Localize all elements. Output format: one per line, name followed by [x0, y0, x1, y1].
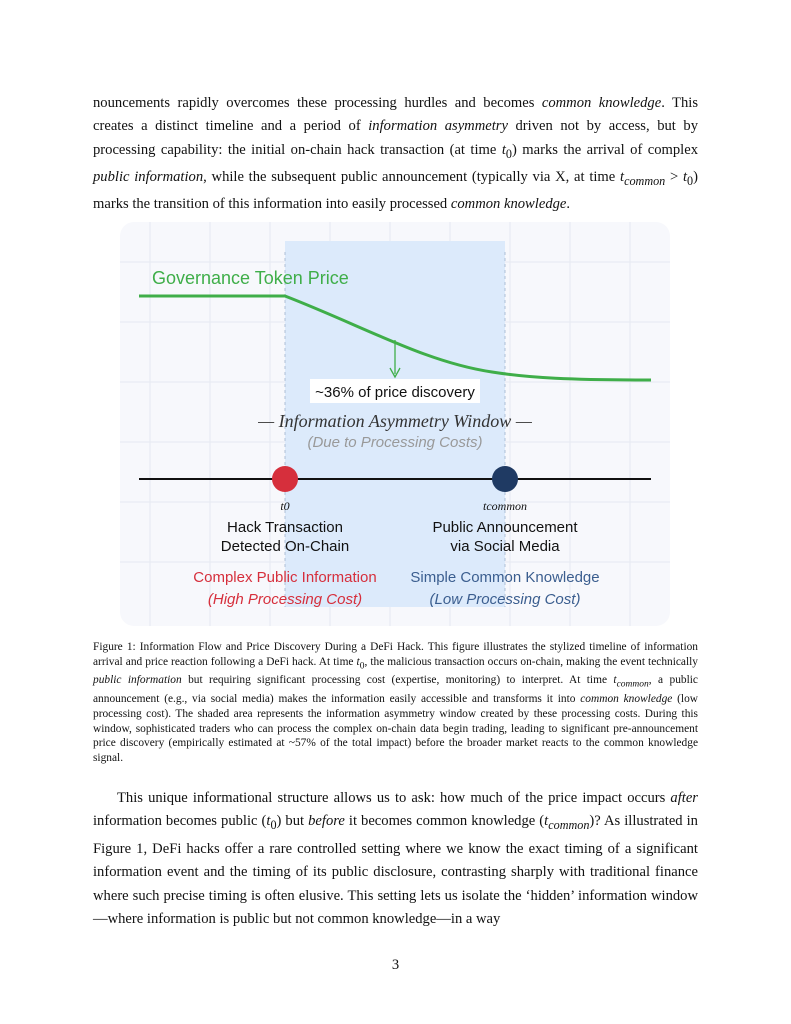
price-line-label: Governance Token Price: [152, 268, 349, 288]
page-number: 3: [391, 957, 400, 973]
event2-line1: Public Announcement: [432, 519, 578, 536]
simple-info-subtitle: (Low Processing Cost): [429, 591, 581, 608]
window-subtitle: (Due to Processing Costs): [307, 434, 483, 451]
t0-label: t0: [280, 499, 290, 513]
simple-info-title: Simple Common Knowledge: [410, 569, 600, 586]
event1-line2: Detected On-Chain: [220, 538, 350, 555]
window-title: — Information Asymmetry Window —: [258, 411, 532, 431]
tcommon-label: tcommon: [483, 499, 527, 513]
body-paragraph-top: nouncements rapidly overcomes these processing hurdles and becomes common knowledge. This creates a distinct timeline and a period of information asymmetry driven not by access, but by processing capability: the initial on-chain hack transaction (at time $t_0$) marks the arrival of complex public information, while the subsequent public announcement (typically via X, at time $t_{common} > t_0$) marks the transition of this information into easily processed common knowledge.: [93, 95, 698, 213]
complex-info-subtitle: (High Processing Cost): [207, 591, 363, 608]
price-discovery-label: ~36% of price discovery: [315, 384, 475, 401]
t0-marker: [272, 466, 298, 492]
figure-caption: Figure 1: Information Flow and Price Discovery During a DeFi Hack. This figure illustrates the stylized timeline of information arrival and price reaction following a DeFi hack. At time $t_0$, the malicious transaction occurs on-chain, making the event technically public information but requiring significant processing cost (expertise, monitoring) to interpret. At time $t_{common}$, a public announcement (e.g., via social media) makes the information easily accessible and transforms it into common knowledge (low processing cost). The shaded area represents the information asymmetry window created by these processing costs. During this window, sophisticated traders who can process the complex on-chain data begin trading, leading to significant pre-announcement price discovery (empirically estimated at ~57% of the total impact) before the broader market reacts to the common knowledge signal.: [93, 641, 699, 764]
complex-info-title: Complex Public Information: [193, 569, 377, 586]
event1-line1: Hack Transaction: [227, 519, 343, 536]
event2-line2: via Social Media: [450, 538, 560, 555]
tcommon-marker: [492, 466, 518, 492]
figure-1: [120, 222, 670, 626]
body-paragraph-bottom: This unique informational structure allows us to ask: how much of the price impact occurs after information becomes public $(t_0)$ but before it becomes common knowledge $(t_{common})$? As illustrated in Figure 1, DeFi hacks offer a rare controlled setting where we know the exact timing of a significant information event and the timing of its public disclosure, contrasting sharply with traditional finance where such precise timing is often elusive. This setting lets us isolate the ‘hidden’ information window—where information is public but not common knowledge—in a way: [93, 790, 698, 927]
